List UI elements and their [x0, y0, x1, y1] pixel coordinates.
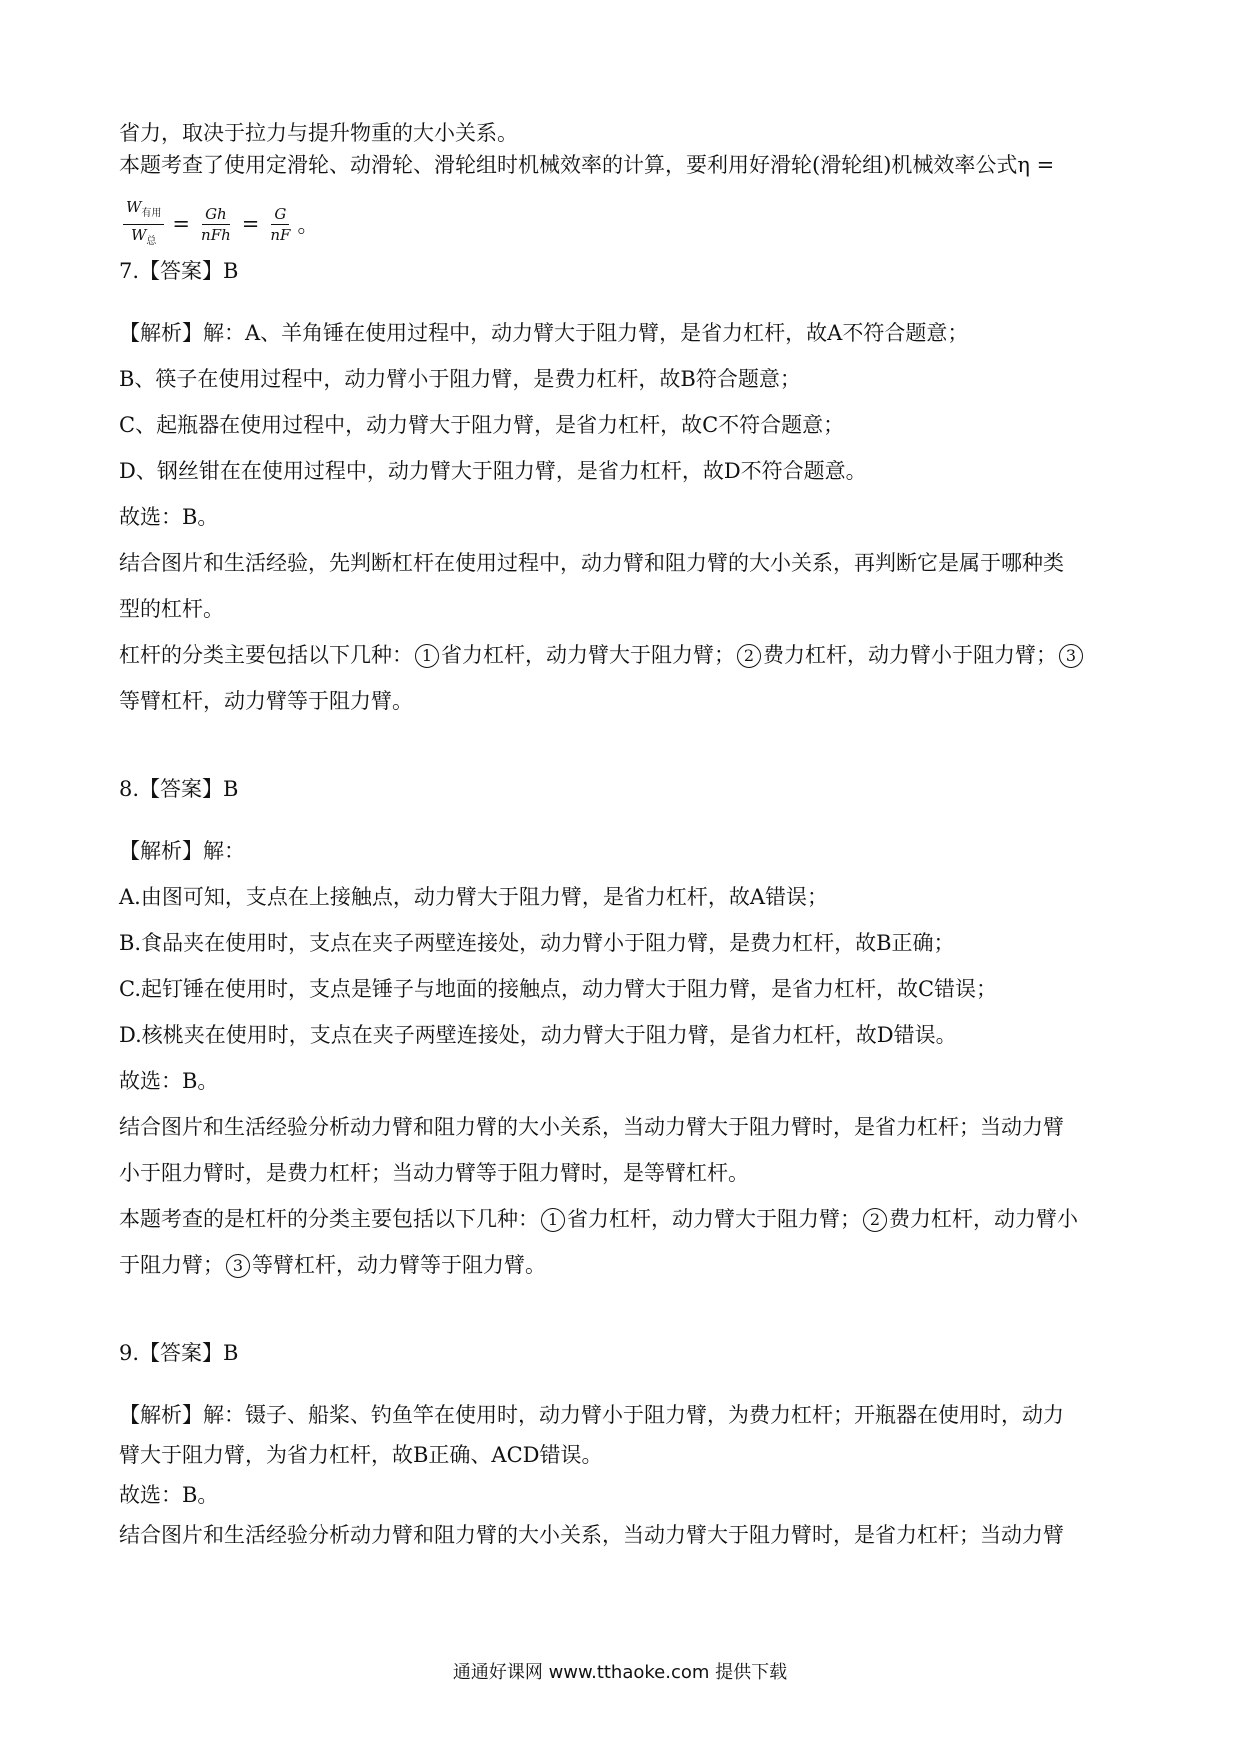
- text-line: 省力，取决于拉力与提升物重的大小关系。: [119, 121, 518, 145]
- choice-7: 故选：B。: [119, 505, 219, 529]
- analysis-7-c: C、起瓶器在使用过程中，动力臂大于阻力臂，是省力杠杆，故C不符合题意；: [119, 413, 845, 437]
- analysis-9-1: 【解析】解：镊子、船桨、钓鱼竿在使用时，动力臂小于阻力臂，为费力杠杆；开瓶器在使用时，动力: [119, 1403, 1064, 1427]
- summary-9-1: 结合图片和生活经验分析动力臂和阻力臂的大小关系，当动力臂大于阻力臂时，是省力杠杆；当动力臂: [119, 1523, 1064, 1547]
- circled-three: 3: [226, 1254, 250, 1278]
- answer-9: 9.【答案】B: [119, 1341, 239, 1365]
- efficiency-formula: $\frac{W_{有用}}{W_总}$ = $\frac{Gh}{\text{nFh}}$ = $\frac{G}{nF}$ 。: [119, 196, 318, 252]
- analysis-8-a: A.由图可知，支点在上接触点，动力臂大于阻力臂，是省力杠杆，故A错误；: [119, 885, 829, 909]
- summary-8-1: 结合图片和生活经验分析动力臂和阻力臂的大小关系，当动力臂大于阻力臂时，是省力杠杆；当动力臂: [119, 1115, 1064, 1139]
- circled-two: 2: [863, 1208, 887, 1232]
- fraction-gh: $\frac{Gh}{\text{nFh}}$: [201, 204, 231, 244]
- analysis-8-head: 【解析】解：: [119, 839, 245, 863]
- fraction-w: $\frac{W_{有用}}{W_总}$: [123, 198, 164, 251]
- analysis-8-c: C.起钉锤在使用时，支点是锤子与地面的接触点，动力臂大于阻力臂，是省力杠杆，故C错误；: [119, 977, 998, 1001]
- classification-7-1: 杠杆的分类主要包括以下几种： 1 省力杠杆，动力臂大于阻力臂； 2 费力杠杆，动力臂小于阻力臂； 3: [119, 640, 1085, 670]
- fraction-g: $\frac{G}{nF}$: [270, 204, 291, 244]
- summary-7-2: 型的杠杆。: [119, 597, 224, 621]
- answer-7: 7.【答案】B: [119, 259, 239, 283]
- circled-three: 3: [1059, 644, 1083, 668]
- analysis-8-b: B.食品夹在使用时，支点在夹子两壁连接处，动力臂小于阻力臂，是费力杠杆，故B正确；: [119, 931, 955, 955]
- circled-one: 1: [415, 644, 439, 668]
- classification-8-2: 于阻力臂； 3 等臂杠杆，动力臂等于阻力臂。: [119, 1253, 546, 1277]
- analysis-8-d: D.核桃夹在使用时，支点在夹子两壁连接处，动力臂大于阻力臂，是省力杠杆，故D错误。: [119, 1023, 957, 1047]
- text-line: 本题考查了使用定滑轮、动滑轮、滑轮组时机械效率的计算，要利用好滑轮(滑轮组)机械效率公式η =: [119, 153, 1055, 177]
- choice-8: 故选：B。: [119, 1069, 219, 1093]
- summary-7-1: 结合图片和生活经验，先判断杠杆在使用过程中，动力臂和阻力臂的大小关系，再判断它是属于哪种类: [119, 551, 1064, 575]
- circled-one: 1: [541, 1208, 565, 1232]
- footer-source: 通通好课网 www.tthaoke.com 提供下载: [452, 1662, 788, 1683]
- answer-8: 8.【答案】B: [119, 777, 239, 801]
- summary-8-2: 小于阻力臂时，是费力杠杆；当动力臂等于阻力臂时，是等臂杠杆。: [119, 1161, 749, 1185]
- analysis-7-a: 【解析】解：A、羊角锤在使用过程中，动力臂大于阻力臂，是省力杠杆，故A不符合题意；: [119, 321, 969, 345]
- classification-8-1: 本题考查的是杠杆的分类主要包括以下几种： 1 省力杠杆，动力臂大于阻力臂； 2 费力杠杆，动力臂小: [119, 1207, 1078, 1231]
- classification-7-2: 等臂杠杆，动力臂等于阻力臂。: [119, 689, 413, 713]
- circled-two: 2: [737, 644, 761, 668]
- choice-9: 故选：B。: [119, 1483, 219, 1507]
- analysis-7-b: B、筷子在使用过程中，动力臂小于阻力臂，是费力杠杆，故B符合题意；: [119, 367, 801, 391]
- analysis-7-d: D、钢丝钳在在使用过程中，动力臂大于阻力臂，是省力杠杆，故D不符合题意。: [119, 459, 867, 483]
- analysis-9-2: 臂大于阻力臂，为省力杠杆，故B正确、ACD错误。: [119, 1443, 603, 1467]
